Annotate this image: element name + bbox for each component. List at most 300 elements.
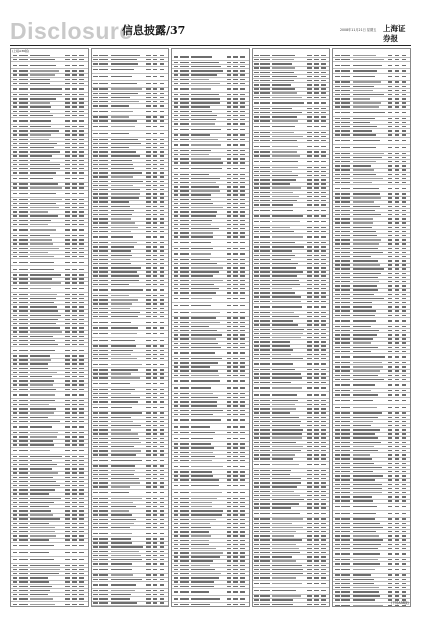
table-cell	[321, 267, 326, 268]
table-cell	[272, 292, 295, 293]
table-cell	[335, 563, 340, 564]
table-cell	[321, 320, 326, 321]
table-cell	[13, 569, 18, 570]
table-cell	[335, 243, 340, 244]
table-cell	[174, 134, 179, 135]
table-cell	[240, 447, 245, 448]
table-cell	[395, 569, 400, 570]
table-cell	[146, 401, 151, 402]
table-cell	[388, 412, 393, 413]
table-cell	[395, 587, 400, 588]
table-cell	[191, 139, 217, 140]
table-cell	[402, 553, 407, 554]
table-cell	[307, 577, 312, 578]
table-cell	[153, 433, 158, 434]
table-cell	[307, 236, 312, 237]
table-cell	[254, 210, 259, 211]
table-cell	[335, 535, 340, 536]
table-cell	[254, 527, 259, 528]
table-cell	[254, 136, 259, 137]
table-cell	[395, 118, 400, 119]
table-cell	[314, 373, 319, 374]
table-cell	[99, 397, 108, 398]
table-cell	[146, 327, 151, 328]
table-cell	[146, 393, 151, 394]
table-cell	[180, 366, 189, 367]
table-cell	[321, 425, 326, 426]
table-row	[253, 392, 330, 399]
table-cell	[146, 546, 151, 547]
table-cell	[341, 412, 350, 413]
table-cell	[191, 236, 213, 237]
table-cell	[72, 426, 77, 427]
table-cell	[260, 200, 269, 201]
table-cell	[254, 80, 259, 81]
table-cell	[180, 66, 189, 67]
table-cell	[174, 366, 179, 367]
table-cell	[99, 303, 108, 304]
table-cell	[79, 412, 84, 413]
table-cell	[260, 363, 269, 364]
table-cell	[30, 590, 50, 591]
table-cell	[180, 591, 189, 592]
table-cell	[272, 531, 296, 532]
table-cell	[321, 358, 326, 359]
table-cell	[153, 327, 158, 328]
table-cell	[180, 586, 189, 587]
table-cell	[335, 347, 340, 348]
table-cell	[13, 79, 18, 80]
table-cell	[254, 345, 259, 346]
table-cell	[321, 499, 326, 500]
table-cell	[72, 372, 77, 373]
table-cell	[260, 560, 269, 561]
table-cell	[314, 595, 319, 596]
table-cell	[272, 210, 293, 211]
table-cell	[146, 454, 151, 455]
table-cell	[335, 81, 340, 82]
table-cell	[153, 164, 158, 165]
table-cell	[254, 292, 259, 293]
table-cell	[314, 417, 319, 418]
table-cell	[307, 503, 312, 504]
table-cell	[402, 467, 407, 468]
table-cell	[99, 271, 108, 272]
table-cell	[402, 188, 407, 189]
table-cell	[240, 502, 245, 503]
table-cell	[353, 488, 383, 489]
table-row	[11, 557, 88, 564]
table-cell	[79, 183, 84, 184]
table-cell	[260, 531, 269, 532]
table-cell	[227, 506, 232, 507]
table-cell	[321, 102, 326, 103]
table-cell	[307, 296, 312, 297]
table-cell	[191, 326, 209, 327]
table-cell	[111, 295, 130, 296]
table-cell	[254, 88, 259, 89]
table-cell	[13, 288, 18, 289]
table-cell	[402, 544, 407, 545]
table-cell	[260, 67, 269, 68]
table-cell	[388, 239, 393, 240]
table-cell	[341, 425, 350, 426]
table-cell	[240, 452, 245, 453]
table-cell	[93, 214, 98, 215]
table-cell	[99, 412, 108, 413]
table-cell	[65, 106, 70, 107]
table-cell	[307, 132, 312, 133]
table-cell	[93, 289, 98, 290]
table-cell	[111, 83, 138, 84]
table-cell	[174, 70, 179, 71]
table-cell	[65, 527, 70, 528]
table-cell	[13, 111, 18, 112]
table-cell	[72, 472, 77, 473]
table-cell	[30, 456, 62, 457]
table-cell	[341, 475, 350, 476]
table-cell	[254, 151, 259, 152]
table-cell	[146, 59, 151, 60]
table-cell	[180, 475, 189, 476]
table-cell	[153, 267, 158, 268]
table-cell	[160, 246, 165, 247]
table-cell	[395, 442, 400, 443]
table-cell	[19, 269, 28, 270]
table-row	[172, 424, 249, 431]
table-cell	[321, 345, 326, 346]
table-cell	[174, 186, 179, 187]
table-cell	[314, 126, 319, 127]
table-cell	[65, 319, 70, 320]
table-cell	[227, 102, 232, 103]
table-cell	[153, 377, 158, 378]
table-cell	[160, 267, 165, 268]
table-cell	[13, 456, 18, 457]
table-cell	[395, 535, 400, 536]
table-cell	[72, 310, 77, 311]
table-cell	[13, 594, 18, 595]
table-cell	[79, 262, 84, 263]
table-cell	[111, 412, 143, 413]
table-column-4	[252, 48, 331, 607]
table-cell	[353, 471, 374, 472]
table-cell	[395, 182, 400, 183]
table-cell	[30, 444, 54, 445]
table-cell	[174, 224, 179, 225]
table-cell	[30, 527, 55, 528]
table-cell	[314, 246, 319, 247]
table-cell	[335, 273, 340, 274]
table-cell	[402, 235, 407, 236]
table-cell	[395, 366, 400, 367]
table-cell	[99, 275, 108, 276]
table-cell	[19, 408, 28, 409]
table-cell	[146, 478, 151, 479]
table-cell	[307, 507, 312, 508]
table-cell	[19, 432, 28, 433]
table-cell	[321, 400, 326, 401]
table-cell	[233, 552, 238, 553]
table-cell	[111, 383, 130, 384]
table-cell	[153, 486, 158, 487]
table-cell	[99, 345, 108, 346]
table-cell	[79, 65, 84, 66]
table-cell	[307, 146, 312, 147]
table-cell	[191, 410, 223, 411]
table-cell	[260, 527, 269, 528]
table-cell	[191, 106, 210, 107]
table-cell	[353, 553, 380, 554]
table-cell	[388, 379, 393, 380]
table-cell	[191, 573, 221, 574]
table-cell	[260, 116, 269, 117]
table-cell	[191, 338, 215, 339]
table-cell	[13, 481, 18, 482]
table-cell	[146, 425, 151, 426]
table-cell	[13, 134, 18, 135]
table-cell	[240, 194, 245, 195]
table-cell	[314, 215, 319, 216]
table-cell	[388, 112, 393, 113]
table-cell	[314, 446, 319, 447]
table-cell	[233, 248, 238, 249]
table-cell	[191, 393, 213, 394]
table-cell	[388, 375, 393, 376]
table-cell	[99, 101, 108, 102]
table-cell	[72, 203, 77, 204]
table-cell	[160, 218, 165, 219]
table-cell	[19, 559, 28, 560]
table-cell	[353, 122, 371, 123]
table-cell	[153, 527, 158, 528]
table-cell	[153, 340, 158, 341]
table-cell	[307, 215, 312, 216]
table-cell	[111, 105, 129, 106]
table-cell	[321, 544, 326, 545]
table-cell	[146, 147, 151, 148]
table-cell	[72, 340, 77, 341]
table-cell	[254, 513, 259, 514]
table-cell	[13, 472, 18, 473]
table-cell	[65, 256, 70, 257]
table-cell	[19, 203, 28, 204]
table-cell	[335, 239, 340, 240]
table-cell	[395, 122, 400, 123]
table-cell	[314, 527, 319, 528]
table-cell	[65, 545, 70, 546]
table-cell	[13, 598, 18, 599]
table-cell	[353, 362, 382, 363]
table-cell	[254, 108, 259, 109]
table-cell	[314, 450, 319, 451]
table-cell	[307, 63, 312, 64]
table-cell	[240, 88, 245, 89]
table-cell	[65, 294, 70, 295]
table-cell	[180, 215, 189, 216]
table-cell	[160, 189, 165, 190]
table-cell	[19, 224, 28, 225]
table-cell	[227, 535, 232, 536]
table-cell	[254, 349, 259, 350]
table-cell	[13, 336, 18, 337]
table-cell	[180, 577, 189, 578]
table-row	[333, 318, 410, 325]
table-cell	[272, 179, 296, 180]
table-cell	[227, 66, 232, 67]
table-cell	[395, 523, 400, 524]
table-cell	[341, 518, 350, 519]
table-cell	[13, 83, 18, 84]
table-cell	[254, 67, 259, 68]
table-cell	[260, 324, 269, 325]
table-cell	[174, 401, 179, 402]
table-cell	[388, 147, 393, 148]
table-cell	[227, 194, 232, 195]
table-cell	[30, 302, 54, 303]
table-cell	[240, 211, 245, 212]
table-cell	[30, 573, 59, 574]
table-cell	[227, 111, 232, 112]
table-cell	[174, 144, 179, 145]
table-cell	[146, 569, 151, 570]
table-cell	[180, 168, 189, 169]
table-cell	[388, 302, 393, 303]
table-cell	[341, 587, 350, 588]
table-cell	[72, 178, 77, 179]
table-cell	[13, 98, 18, 99]
table-cell	[260, 394, 269, 395]
table-cell	[341, 471, 350, 472]
table-cell	[395, 140, 400, 141]
table-cell	[240, 288, 245, 289]
table-cell	[93, 383, 98, 384]
table-cell	[353, 458, 372, 459]
table-cell	[353, 260, 378, 261]
table-cell	[65, 220, 70, 221]
table-cell	[146, 373, 151, 374]
table-cell	[153, 538, 158, 539]
table-cell	[99, 147, 108, 148]
table-cell	[233, 271, 238, 272]
table-cell	[402, 134, 407, 135]
table-cell	[93, 563, 98, 564]
table-cell	[79, 400, 84, 401]
table-cell	[146, 246, 151, 247]
table-cell	[146, 133, 151, 134]
table-cell	[307, 263, 312, 264]
table-cell	[191, 220, 212, 221]
table-cell	[227, 432, 232, 433]
table-cell	[272, 280, 299, 281]
table-cell	[395, 102, 400, 103]
table-cell	[314, 301, 319, 302]
table-cell	[146, 76, 151, 77]
table-cell	[13, 421, 18, 422]
table-cell	[272, 482, 301, 483]
table-cell	[174, 475, 179, 476]
table-cell	[402, 165, 407, 166]
table-cell	[254, 474, 259, 475]
table-cell	[260, 146, 269, 147]
table-cell	[180, 569, 189, 570]
table-cell	[13, 151, 18, 152]
table-cell	[335, 559, 340, 560]
table-cell	[72, 220, 77, 221]
table-cell	[254, 503, 259, 504]
table-cell	[314, 227, 319, 228]
table-cell	[13, 319, 18, 320]
table-cell	[79, 164, 84, 165]
table-cell	[307, 76, 312, 77]
table-cell	[233, 98, 238, 99]
table-cell	[191, 552, 222, 553]
table-cell	[191, 79, 209, 80]
table-cell	[99, 574, 108, 575]
table-cell	[388, 579, 393, 580]
table-cell	[191, 438, 213, 439]
table-cell	[233, 569, 238, 570]
table-cell	[233, 242, 238, 243]
table-cell	[335, 379, 340, 380]
table-cell	[111, 340, 135, 341]
table-cell	[19, 256, 28, 257]
table-cell	[72, 151, 77, 152]
table-cell	[93, 519, 98, 520]
table-cell	[260, 404, 269, 405]
table-cell	[335, 338, 340, 339]
table-cell	[307, 470, 312, 471]
table-cell	[13, 59, 18, 60]
table-cell	[353, 147, 376, 148]
table-cell	[272, 387, 302, 388]
table-cell	[254, 387, 259, 388]
table-cell	[254, 63, 259, 64]
table-cell	[111, 55, 140, 56]
table-cell	[233, 523, 238, 524]
table-cell	[321, 84, 326, 85]
table-cell	[65, 421, 70, 422]
table-cell	[93, 401, 98, 402]
table-cell	[341, 605, 350, 606]
table-cell	[307, 349, 312, 350]
table-cell	[314, 412, 319, 413]
table-cell	[254, 263, 259, 264]
table-cell	[341, 147, 350, 148]
table-cell	[30, 256, 54, 257]
table-cell	[111, 373, 131, 374]
table-cell	[321, 196, 326, 197]
table-cell	[19, 215, 28, 216]
table-cell	[153, 470, 158, 471]
table-cell	[314, 92, 319, 93]
table-cell	[93, 155, 98, 156]
table-cell	[30, 426, 52, 427]
table-cell	[174, 471, 179, 472]
table-cell	[30, 404, 49, 405]
table-cell	[191, 535, 211, 536]
table-cell	[180, 414, 189, 415]
table-cell	[72, 539, 77, 540]
table-row	[172, 240, 249, 247]
table-cell	[111, 227, 139, 228]
table-cell	[254, 183, 259, 184]
table-cell	[174, 604, 179, 605]
table-cell	[272, 250, 292, 251]
table-cell	[180, 158, 189, 159]
table-cell	[260, 187, 269, 188]
table-row	[11, 259, 88, 266]
